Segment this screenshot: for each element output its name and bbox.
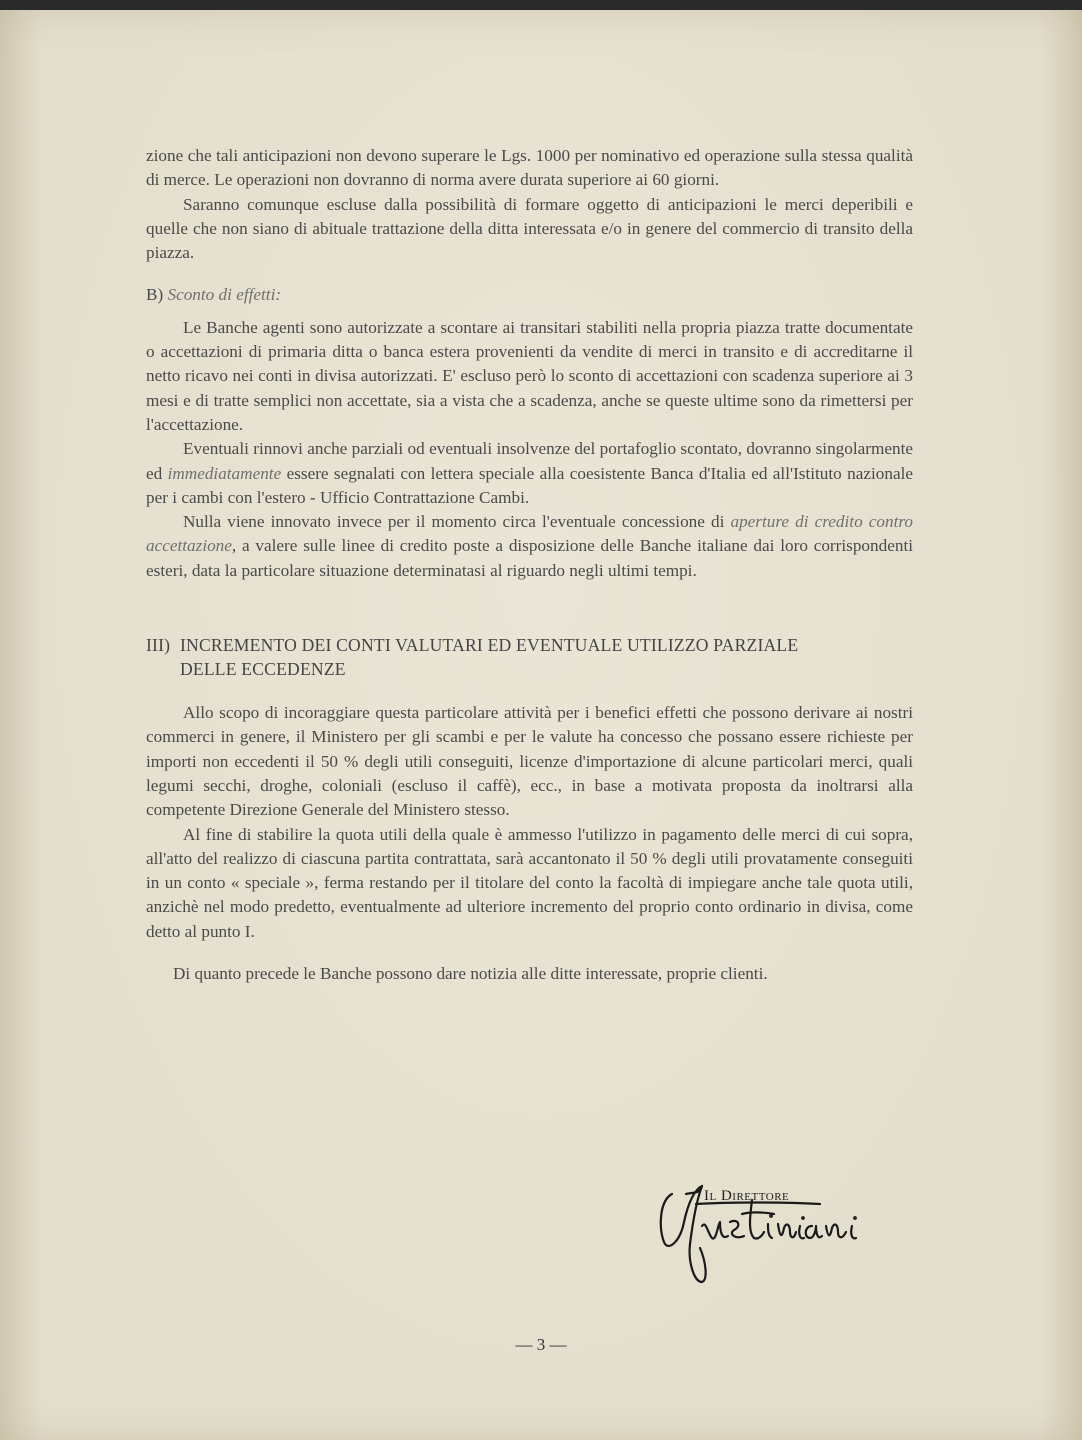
section-b-heading: [146, 283, 913, 307]
text-run: essere segnalati con lettera speciale alla coesistente Banca d'Italia ed all'Istituto nazionale per i cambi con l'estero - Ufficio Contrattazione Cambi.: [146, 463, 913, 507]
paragraph-sconto-effetti: Le Banche agenti sono autorizzate a scontare ai transitari stabiliti nella propria piazza tratte documentate o accettazioni di primaria ditta o banca estera provenienti da vendite di merci in transito e di accreditarne il netto ricavo nei conti in divisa autorizzati. E' escluso però lo sconto di accettazioni con scadenza superiore ai 3 mesi e di tratte semplici non accettate, sia a vista che a scadenza, anche se queste ultime sono da rimettersi per l'accettazione.: [146, 317, 913, 434]
closing-paragraph: Di quanto precede le Banche possono dare notizia alle ditte interessate, proprie clienti.: [173, 964, 768, 984]
emphasis-immediatamente: immediatamente: [167, 463, 282, 483]
text-run: , a valere sulle linee di credito poste a disposizione delle Banche italiane dai loro corrispondenti esteri, data la particolare situazione determinatasi al riguardo negli ultimi tempi.: [146, 536, 913, 580]
section-iii-heading-line2: DELLE ECCEDENZE: [180, 659, 346, 680]
paragraph-aperture-credito: [146, 510, 913, 583]
document-page: [0, 10, 1082, 1440]
paragraph-incremento-conti: Allo scopo di incoraggiare questa particolare attività per i benefici effetti che possono derivare ai nostri commerci in genere, il Ministero per gli scambi e per le valute ha concesso che possano essere richieste per importi non eccedenti il 50 % degli utili conseguiti, licenze d'importazione di alcune particolari merci, quali legumi secchi, droghe, coloniali (escluso il caffè), ecc., in base a motivata proposta da inoltrarsi alla competente Direzione Generale del Ministero stesso.: [146, 703, 913, 820]
text-run: Nulla viene innovato invece per il momento circa l'eventuale concessione di: [183, 512, 731, 532]
signature-title: Il Direttore: [704, 1188, 790, 1204]
paragraph-anticipazioni-limits: zione che tali anticipazioni non devono superare le Lgs. 1000 per nominativo ed operazione sulla stessa qualità di merce. Le operazioni non dovranno di norma avere durata superiore ai 60 giorni.: [146, 146, 913, 190]
director-signature: [650, 1182, 910, 1292]
emphasis-aperture-credito: aperture di credito contro accettazione: [146, 512, 913, 556]
handwritten-signature-image: [650, 1182, 910, 1292]
page-number: — 3 —: [515, 1335, 567, 1354]
section-b-title: Sconto di effetti:: [167, 285, 282, 305]
text-run: Eventuali rinnovi anche parziali od eventuali insolvenze del portafoglio scontato, dovranno singolarmente ed: [146, 439, 913, 483]
document-body: [146, 144, 913, 986]
section-b-label: B): [146, 285, 164, 305]
section-iii-heading-line1: INCREMENTO DEI CONTI VALUTARI ED EVENTUALE UTILIZZO PARZIALE: [180, 635, 799, 656]
paragraph-rinnovi-insolvenze: [146, 437, 913, 510]
paragraph-quota-utili: Al fine di stabilire la quota utili della quale è ammesso l'utilizzo in pagamento delle merci di cui sopra, all'atto del realizzo di ciascuna partita contrattata, sarà accantonato il 50 % degli utili provatamente conseguiti in un conto « speciale », ferma restando per il titolare del conto la facoltà di impiegare anche tale quota utili, anzichè nel modo predetto, eventualmente ad ulteriore incremento del proprio conto ordinario in divisa, come detto al punto I.: [146, 824, 913, 941]
section-iii-number: III): [146, 635, 171, 656]
paragraph-anticipazioni-exclusions: Saranno comunque escluse dalla possibilità di formare oggetto di anticipazioni le merci deperibili e quelle che non siano di abituale trattazione della ditta interessata e/o in genere del commercio di transito della piazza.: [146, 194, 913, 263]
section-iii-heading: [146, 633, 913, 681]
